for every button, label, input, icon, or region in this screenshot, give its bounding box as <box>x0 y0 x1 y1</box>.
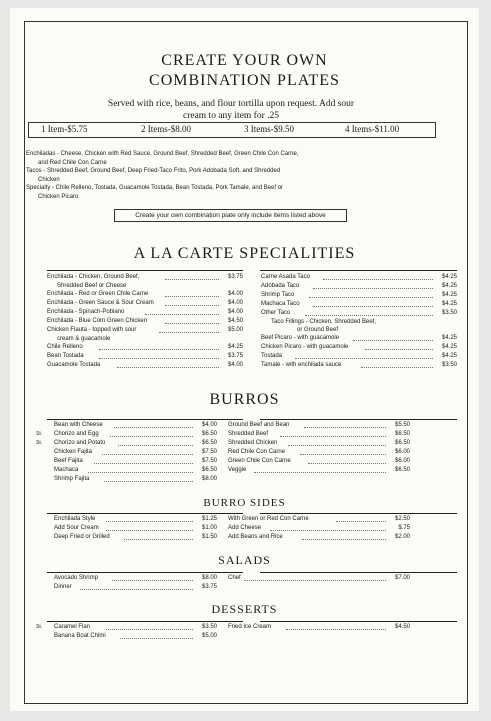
desserts-right-column <box>228 623 410 632</box>
menu-item: Veggie $6.50 <box>228 467 410 473</box>
combo-price-1: 1 Item-$5.75 <box>41 124 88 134</box>
menu-item: Caramel Flan $3.50 <box>54 624 217 630</box>
menu-item: Beef Picaro - with guacamole $4.25 <box>261 335 457 341</box>
menu-item: Beef Fajita $7.50 <box>54 458 217 464</box>
menu-item: Ground Beef and Bean $5.50 <box>228 422 410 428</box>
menu-item: Adobada Taco $4.25 <box>261 283 457 289</box>
menu-item: With Green or Red Con Carne $2.50 <box>228 516 410 522</box>
combo-price-box <box>28 122 436 138</box>
menu-item: Enchilada - Green Sauce & Sour Cream $4.00 <box>47 300 243 306</box>
subtitle-line-2: cream to any item for .25 <box>182 111 280 121</box>
menu-item: Carne Asada Taco $4.25 <box>261 274 457 280</box>
item-marker: St. <box>36 440 43 446</box>
menu-page <box>10 8 479 711</box>
divider <box>260 621 457 622</box>
combo-desc-line: Enchiladas - Cheese, Chicken with Red Sauce, Ground Beef, Shredded Beef, Green Chile Con Carne, <box>26 151 299 157</box>
combo-desc-line: Chicken Picaro <box>38 193 79 200</box>
menu-item: Shredded Chicken $6.50 <box>228 440 410 446</box>
menu-item: Enchilada - Chicken, Ground Beef, $3.75 <box>47 274 243 280</box>
combo-price-4: 4 Items-$11.00 <box>345 124 400 134</box>
menu-item: Chicken Fajita $7.50 <box>54 449 217 455</box>
divider <box>260 513 457 514</box>
menu-item-note: or Ground Beef <box>297 327 339 333</box>
combo-desc-line: Tacos - Shredded Beef, Ground Beef, Deep Fried-Taco Frito, Pork Adobada Soft, and Shredded <box>26 168 281 174</box>
desserts-title: DESSERTS <box>211 602 278 616</box>
menu-item: Green Chile Con Carne $6.00 <box>228 458 410 464</box>
salads-title: SALADS <box>218 553 271 567</box>
menu-item: Shrimp Taco $4.25 <box>261 292 457 298</box>
combo-price-3: 3 Items-$9.50 <box>244 124 294 134</box>
salads-right-column <box>228 574 410 583</box>
menu-item: Shredded Beef $6.50 <box>228 431 410 437</box>
combo-desc-line: Chicken <box>38 176 60 183</box>
burros-right-column <box>228 421 410 475</box>
combo-description <box>26 150 446 201</box>
menu-item-note: Shredded Beef or Cheese <box>57 283 127 289</box>
desserts-left-column <box>54 623 217 641</box>
combo-note: Create your own combination plate only include items listed above <box>114 209 347 222</box>
divider <box>47 621 243 622</box>
burros-title: BURROS <box>209 391 280 408</box>
menu-item: Red Chile Con Carne $6.00 <box>228 449 410 455</box>
menu-item-note: cream & guacamole <box>57 336 111 342</box>
menu-item: Chicken Flauta - topped with sour $5.00 <box>47 327 243 333</box>
item-marker: St. <box>36 624 43 630</box>
menu-item: Add Cheese $.75 <box>228 525 410 531</box>
item-marker: St. <box>36 431 43 437</box>
combo-desc-line: and Red Chile Con Carne <box>38 159 107 166</box>
menu-item: Add Sour Cream $1.00 <box>54 525 217 531</box>
alacarte-right-column <box>261 273 457 370</box>
menu-item: Other Taco $3.50 <box>261 310 457 316</box>
menu-item: Add Beans and Rice $2.00 <box>228 534 410 540</box>
burros-left-column <box>54 421 217 484</box>
menu-item: Bean Tostada $3.75 <box>47 353 243 359</box>
menu-item: Chile Relleno $4.25 <box>47 344 243 350</box>
divider <box>47 419 243 420</box>
divider <box>260 270 457 271</box>
salads-left-column <box>54 574 217 592</box>
menu-item: Chorizo and Egg $6.50 <box>54 431 217 437</box>
menu-item: Bean with Cheese $4.00 <box>54 422 217 428</box>
menu-item: Chicken Picaro - with guacamole $4.25 <box>261 344 457 350</box>
burro-sides-right-column <box>228 515 410 542</box>
menu-item: Tamale - with enchilada sauce $3.50 <box>261 362 457 368</box>
divider <box>260 419 457 420</box>
burro-sides-title: BURRO SIDES <box>203 497 286 509</box>
menu-item: Fried Ice Cream $4.50 <box>228 624 410 630</box>
menu-item: Enchilada - Red or Green Chile Carne $4.00 <box>47 291 243 297</box>
menu-item: Chorizo and Potato $6.50 <box>54 440 217 446</box>
title-line-2: COMBINATION PLATES <box>149 72 340 89</box>
title-line-1: CREATE YOUR OWN <box>161 52 328 69</box>
menu-item: Avocado Shrimp $8.00 <box>54 575 217 581</box>
menu-item: Enchilada - Spinach-Poblano $4.00 <box>47 309 243 315</box>
divider <box>47 270 243 271</box>
menu-item: Dinner $3.75 <box>54 584 217 590</box>
divider <box>47 513 243 514</box>
menu-item: Chef $7.00 <box>228 575 410 581</box>
alacarte-title: A LA CARTE SPECIALITIES <box>133 245 356 262</box>
alacarte-left-column <box>47 273 243 370</box>
menu-item: Guacamole Tostada $4.00 <box>47 362 243 368</box>
menu-item: Machaca Taco $4.25 <box>261 301 457 307</box>
menu-item: Banana Boat Chimi $5.00 <box>54 633 217 639</box>
menu-item: Enchilada Style $1.25 <box>54 516 217 522</box>
combo-desc-line: Specialty - Chile Relleno, Tostada, Guacamole Tostada, Bean Tostada, Pork Tamale, and Beef or <box>26 185 284 191</box>
divider <box>47 572 243 573</box>
menu-item: Shrimp Fajita $8.00 <box>54 476 217 482</box>
burro-sides-left-column <box>54 515 217 542</box>
subtitle-line-1: Served with rice, beans, and flour tortilla upon request. Add sour <box>107 99 355 109</box>
menu-item: Enchilada - Blue Corn Green Chicken $4.50 <box>47 318 243 324</box>
combo-price-2: 2 Items-$8.00 <box>141 124 191 134</box>
menu-item: Machaca $6.50 <box>54 467 217 473</box>
divider <box>260 572 457 573</box>
menu-item-note: Taco Fillings - Chicken, Shredded Beef, <box>271 319 377 325</box>
menu-item: Tostada $4.25 <box>261 353 457 359</box>
menu-item: Deep Fried or Grilled $1.50 <box>54 534 217 540</box>
